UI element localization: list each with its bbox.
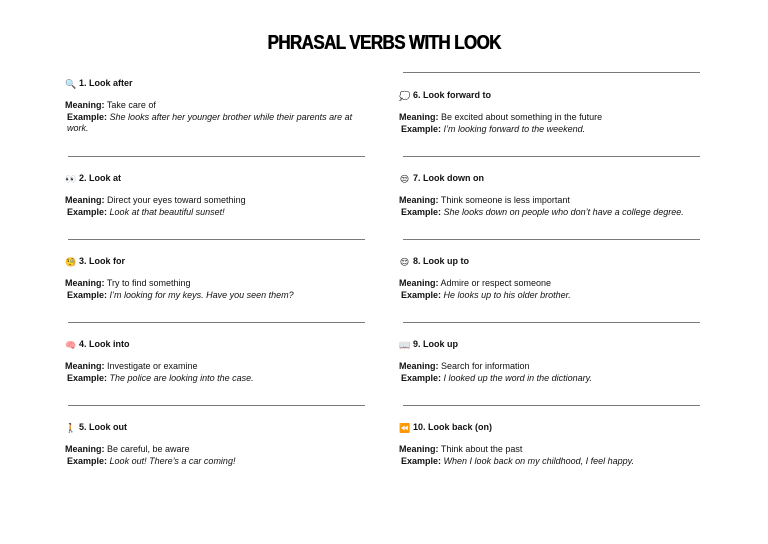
example-label: Example:	[401, 123, 442, 134]
meaning-text: Be excited about something in the future	[441, 112, 603, 122]
entry-heading	[399, 90, 699, 102]
meaning-line	[399, 112, 699, 124]
magnifier-icon: 🔍	[65, 78, 77, 89]
meaning-line	[65, 361, 365, 373]
example-label: Example:	[67, 111, 108, 122]
example-text: I looked up the word in the dictionary.	[443, 372, 592, 383]
entry-title: 7. Look down on	[413, 173, 484, 184]
open-book-icon: 📖	[399, 339, 411, 350]
example-label: Example:	[67, 289, 108, 300]
example-line	[65, 207, 365, 219]
entry-title: 2. Look at	[79, 173, 122, 184]
meaning-label: Meaning:	[65, 361, 105, 371]
thinking-face-icon: 🧐	[65, 256, 77, 267]
entry-title: 4. Look into	[79, 339, 130, 350]
divider	[68, 239, 365, 240]
speech-bubble-icon: 💭	[399, 90, 411, 101]
verb-entry	[399, 173, 699, 218]
meaning-text: Be careful, be aware	[107, 444, 190, 454]
example-line	[399, 373, 699, 385]
entry-heading	[65, 422, 365, 434]
entry-heading	[399, 339, 699, 351]
meaning-line	[65, 278, 365, 290]
divider	[68, 156, 365, 157]
example-text: When I look back on my childhood, I feel happy.	[443, 455, 634, 466]
entry-heading	[65, 339, 365, 351]
entry-heading	[399, 256, 699, 268]
divider	[403, 405, 700, 406]
divider	[403, 239, 700, 240]
verb-entry	[399, 339, 699, 384]
example-line	[399, 456, 699, 468]
example-label: Example:	[401, 289, 442, 300]
smiling-face-icon: 😌	[399, 256, 410, 267]
example-label: Example:	[401, 206, 442, 217]
entry-title: 10. Look back (on)	[413, 422, 493, 433]
verb-entry	[399, 422, 699, 467]
divider	[403, 156, 700, 157]
meaning-label: Meaning:	[65, 278, 105, 288]
divider	[68, 405, 365, 406]
meaning-text: Think about the past	[440, 444, 523, 454]
entry-title: 1. Look after	[79, 78, 133, 89]
entry-heading	[65, 78, 365, 90]
verb-entry	[65, 339, 365, 384]
example-label: Example:	[67, 206, 108, 217]
meaning-line	[65, 195, 365, 207]
verb-entry	[65, 422, 365, 467]
example-text: She looks down on people who don’t have a college degree.	[443, 206, 684, 217]
verb-entry	[399, 256, 699, 301]
unamused-face-icon: 😒	[399, 173, 410, 184]
example-label: Example:	[401, 372, 442, 383]
example-line	[399, 290, 699, 302]
example-text: She looks after her younger brother while their parents are at work.	[67, 111, 353, 133]
meaning-text: Try to find something	[106, 278, 191, 288]
entry-title: 8. Look up to	[413, 256, 469, 267]
example-label: Example:	[67, 455, 108, 466]
meaning-label: Meaning:	[399, 278, 439, 288]
example-text: I’m looking for my keys. Have you seen them?	[109, 289, 294, 300]
eyes-icon: 👀	[65, 173, 77, 184]
entry-title: 5. Look out	[79, 422, 127, 433]
example-text: He looks up to his older brother.	[443, 289, 571, 300]
page-title: PHRASAL VERBS WITH LOOK	[267, 31, 501, 54]
meaning-line	[399, 444, 699, 456]
example-text: The police are looking into the case.	[109, 372, 254, 383]
meaning-line	[399, 195, 699, 207]
divider	[403, 72, 700, 73]
meaning-label: Meaning:	[399, 112, 439, 122]
example-line	[65, 290, 365, 302]
meaning-line	[65, 444, 365, 456]
entry-title: 6. Look forward to	[413, 90, 492, 101]
brain-icon: 🧠	[65, 339, 77, 350]
entry-heading	[399, 422, 699, 434]
example-line	[65, 112, 365, 135]
meaning-label: Meaning:	[65, 195, 105, 205]
example-line	[65, 456, 365, 468]
entry-heading	[65, 173, 365, 185]
example-label: Example:	[401, 455, 442, 466]
meaning-line	[399, 361, 699, 373]
meaning-text: Search for information	[441, 361, 530, 371]
verb-entry	[65, 173, 365, 218]
example-label: Example:	[67, 372, 108, 383]
meaning-label: Meaning:	[399, 361, 439, 371]
walking-person-icon: 🚶	[65, 422, 77, 433]
rewind-icon: ⏪	[399, 422, 411, 433]
divider	[68, 322, 365, 323]
meaning-text: Think someone is less important	[440, 195, 570, 205]
verb-entry	[65, 78, 365, 135]
entry-title: 3. Look for	[79, 256, 126, 267]
example-line	[399, 124, 699, 136]
example-text: Look at that beautiful sunset!	[109, 206, 225, 217]
meaning-text: Admire or respect someone	[440, 278, 552, 288]
meaning-label: Meaning:	[399, 444, 439, 454]
verb-entry	[65, 256, 365, 301]
example-line	[65, 373, 365, 385]
meaning-text: Investigate or examine	[107, 361, 198, 371]
divider	[403, 322, 700, 323]
meaning-text: Direct your eyes toward something	[107, 195, 246, 205]
meaning-line	[399, 278, 699, 290]
meaning-label: Meaning:	[399, 195, 439, 205]
entry-title: 9. Look up	[413, 339, 458, 350]
example-line	[399, 207, 699, 219]
meaning-line	[65, 100, 365, 112]
example-text: I’m looking forward to the weekend.	[443, 123, 586, 134]
verb-entry	[399, 90, 699, 135]
entry-heading	[399, 173, 699, 185]
example-text: Look out! There’s a car coming!	[109, 455, 236, 466]
meaning-label: Meaning:	[65, 100, 105, 110]
meaning-text: Take care of	[106, 100, 156, 110]
meaning-label: Meaning:	[65, 444, 105, 454]
entry-heading	[65, 256, 365, 268]
